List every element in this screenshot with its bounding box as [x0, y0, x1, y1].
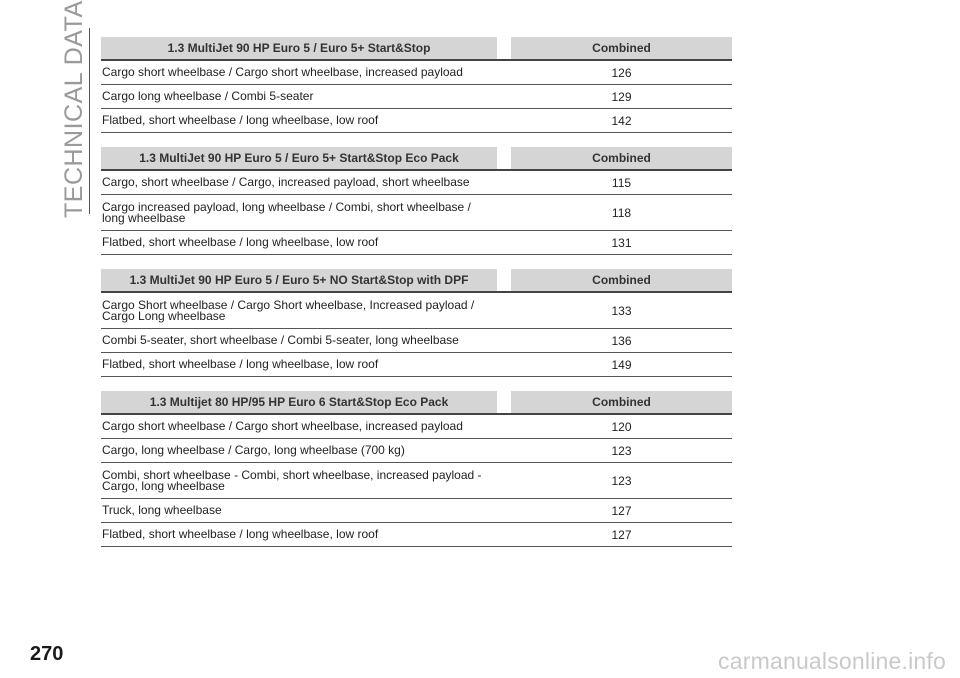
column-header-combined: Combined [511, 269, 732, 292]
emissions-table-4 [101, 391, 732, 547]
table-row [101, 231, 732, 255]
table-row [101, 329, 732, 353]
header-gap [497, 37, 511, 60]
row-label: Cargo, long wheelbase / Cargo, long wheelbase (700 kg) [101, 439, 497, 463]
row-value: 142 [511, 109, 732, 133]
row-label: Cargo Short wheelbase / Cargo Short wheelbase, Increased payload / Cargo Long wheelbase [101, 292, 497, 329]
table-title: 1.3 Multijet 80 HP/95 HP Euro 6 Start&Stop Eco Pack [101, 391, 497, 414]
row-label: Cargo long wheelbase / Combi 5-seater [101, 85, 497, 109]
row-value: 126 [511, 60, 732, 85]
table-row [101, 85, 732, 109]
table-row [101, 170, 732, 195]
row-label: Flatbed, short wheelbase / long wheelbase, low roof [101, 523, 497, 547]
section-divider [89, 28, 90, 214]
row-value: 127 [511, 523, 732, 547]
table-row [101, 292, 732, 329]
table-row [101, 463, 732, 499]
header-gap [497, 147, 511, 170]
table-row [101, 499, 732, 523]
table-row [101, 414, 732, 439]
row-label: Flatbed, short wheelbase / long wheelbase, low roof [101, 231, 497, 255]
row-label: Cargo, short wheelbase / Cargo, increased payload, short wheelbase [101, 170, 497, 195]
table-row [101, 109, 732, 133]
row-value: 127 [511, 499, 732, 523]
table-row [101, 195, 732, 231]
table-row [101, 60, 732, 85]
column-header-combined: Combined [511, 147, 732, 170]
column-header-combined: Combined [511, 37, 732, 60]
emissions-tables [101, 37, 732, 561]
row-value: 136 [511, 329, 732, 353]
row-value: 120 [511, 414, 732, 439]
header-gap [497, 269, 511, 292]
row-value: 115 [511, 170, 732, 195]
watermark: carmanualsonline.info [718, 648, 946, 674]
row-label: Combi, short wheelbase - Combi, short wheelbase, increased payload - Cargo, long wheelbase [101, 463, 497, 499]
emissions-table-3 [101, 269, 732, 377]
row-value: 129 [511, 85, 732, 109]
row-value: 133 [511, 292, 732, 329]
row-value: 118 [511, 195, 732, 231]
row-label: Combi 5-seater, short wheelbase / Combi 5-seater, long wheelbase [101, 329, 497, 353]
page-number: 270 [30, 643, 64, 665]
row-label: Truck, long wheelbase [101, 499, 497, 523]
table-title: 1.3 MultiJet 90 HP Euro 5 / Euro 5+ Start&Stop [101, 37, 497, 60]
table-row [101, 353, 732, 377]
row-label: Cargo short wheelbase / Cargo short wheelbase, increased payload [101, 414, 497, 439]
table-title: 1.3 MultiJet 90 HP Euro 5 / Euro 5+ Start&Stop Eco Pack [101, 147, 497, 170]
row-value: 123 [511, 463, 732, 499]
section-title: TECHNICAL DATA [60, 0, 88, 218]
table-row [101, 439, 732, 463]
table-row [101, 523, 732, 547]
column-header-combined: Combined [511, 391, 732, 414]
row-value: 131 [511, 231, 732, 255]
row-label: Flatbed, short wheelbase / long wheelbase, low roof [101, 109, 497, 133]
header-gap [497, 391, 511, 414]
row-label: Cargo increased payload, long wheelbase / Combi, short wheelbase / long wheelbase [101, 195, 497, 231]
row-value: 123 [511, 439, 732, 463]
row-label: Flatbed, short wheelbase / long wheelbase, low roof [101, 353, 497, 377]
emissions-table-2 [101, 147, 732, 255]
emissions-table-1 [101, 37, 732, 133]
table-title: 1.3 MultiJet 90 HP Euro 5 / Euro 5+ NO Start&Stop with DPF [101, 269, 497, 292]
row-value: 149 [511, 353, 732, 377]
row-label: Cargo short wheelbase / Cargo short wheelbase, increased payload [101, 60, 497, 85]
